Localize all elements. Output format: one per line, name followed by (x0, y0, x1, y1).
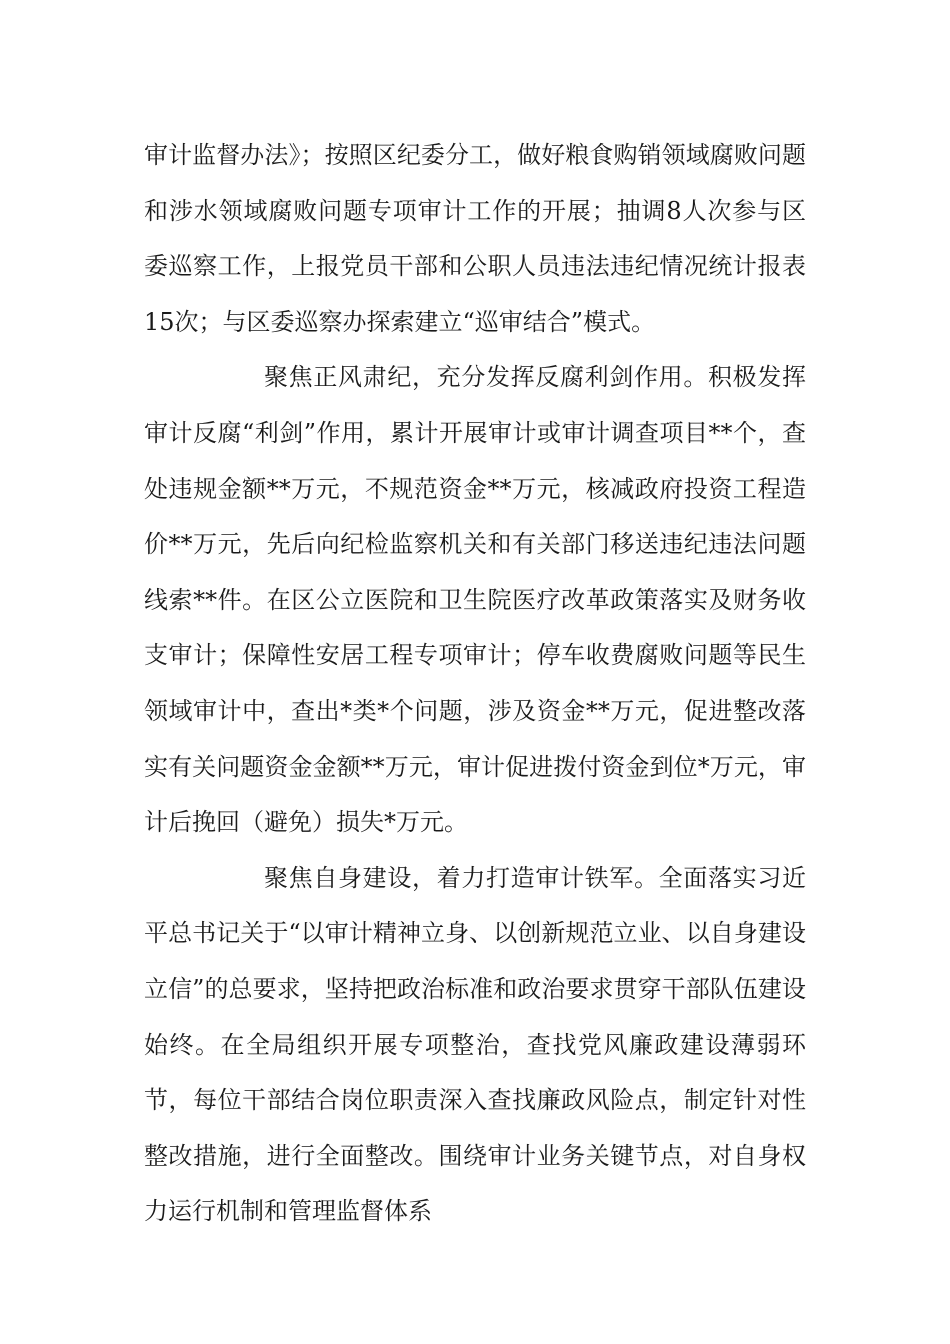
document-body (144, 128, 806, 1240)
paragraph-self-building: 聚焦自身建设，着力打造审计铁军。全面落实习近平总书记关于“以审计精神立身、以创新规范立业、以自身建设立信”的总要求，坚持把政治标准和政治要求贯穿干部队伍建设始终。在全局组织开展专项整治，查找党风廉政建设薄弱环节，每位干部结合岗位职责深入查找廉政风险点，制定针对性整改措施，进行全面整改。围绕审计业务关键节点，对自身权力运行机制和管理监督体系 (144, 863, 806, 1226)
paragraph-anti-corruption: 聚焦正风肃纪，充分发挥反腐利剑作用。积极发挥审计反腐“利剑”作用，累计开展审计或审计调查项目**个，查处违规金额**万元，不规范资金**万元，核减政府投资工程造价**万元，先后向纪检监察机关和有关部门移送违纪违法问题线索**件。在区公立医院和卫生院医疗改革政策落实及财务收支审计；保障性安居工程专项审计；停车收费腐败问题等民生领域审计中，查出*类*个问题，涉及资金**万元，促进整改落实有关问题资金金额**万元，审计促进拨付资金到位*万元，审计后挽回（避免）损失*万元。 (144, 363, 806, 837)
paragraph-continuation: 审计监督办法》；按照区纪委分工，做好粮食购销领域腐败问题和涉水领域腐败问题专项审计工作的开展；抽调8人次参与区委巡察工作，上报党员干部和公职人员违法违纪情况统计报表15次；与区委巡察办探索建立“巡审结合”模式。 (144, 141, 806, 336)
